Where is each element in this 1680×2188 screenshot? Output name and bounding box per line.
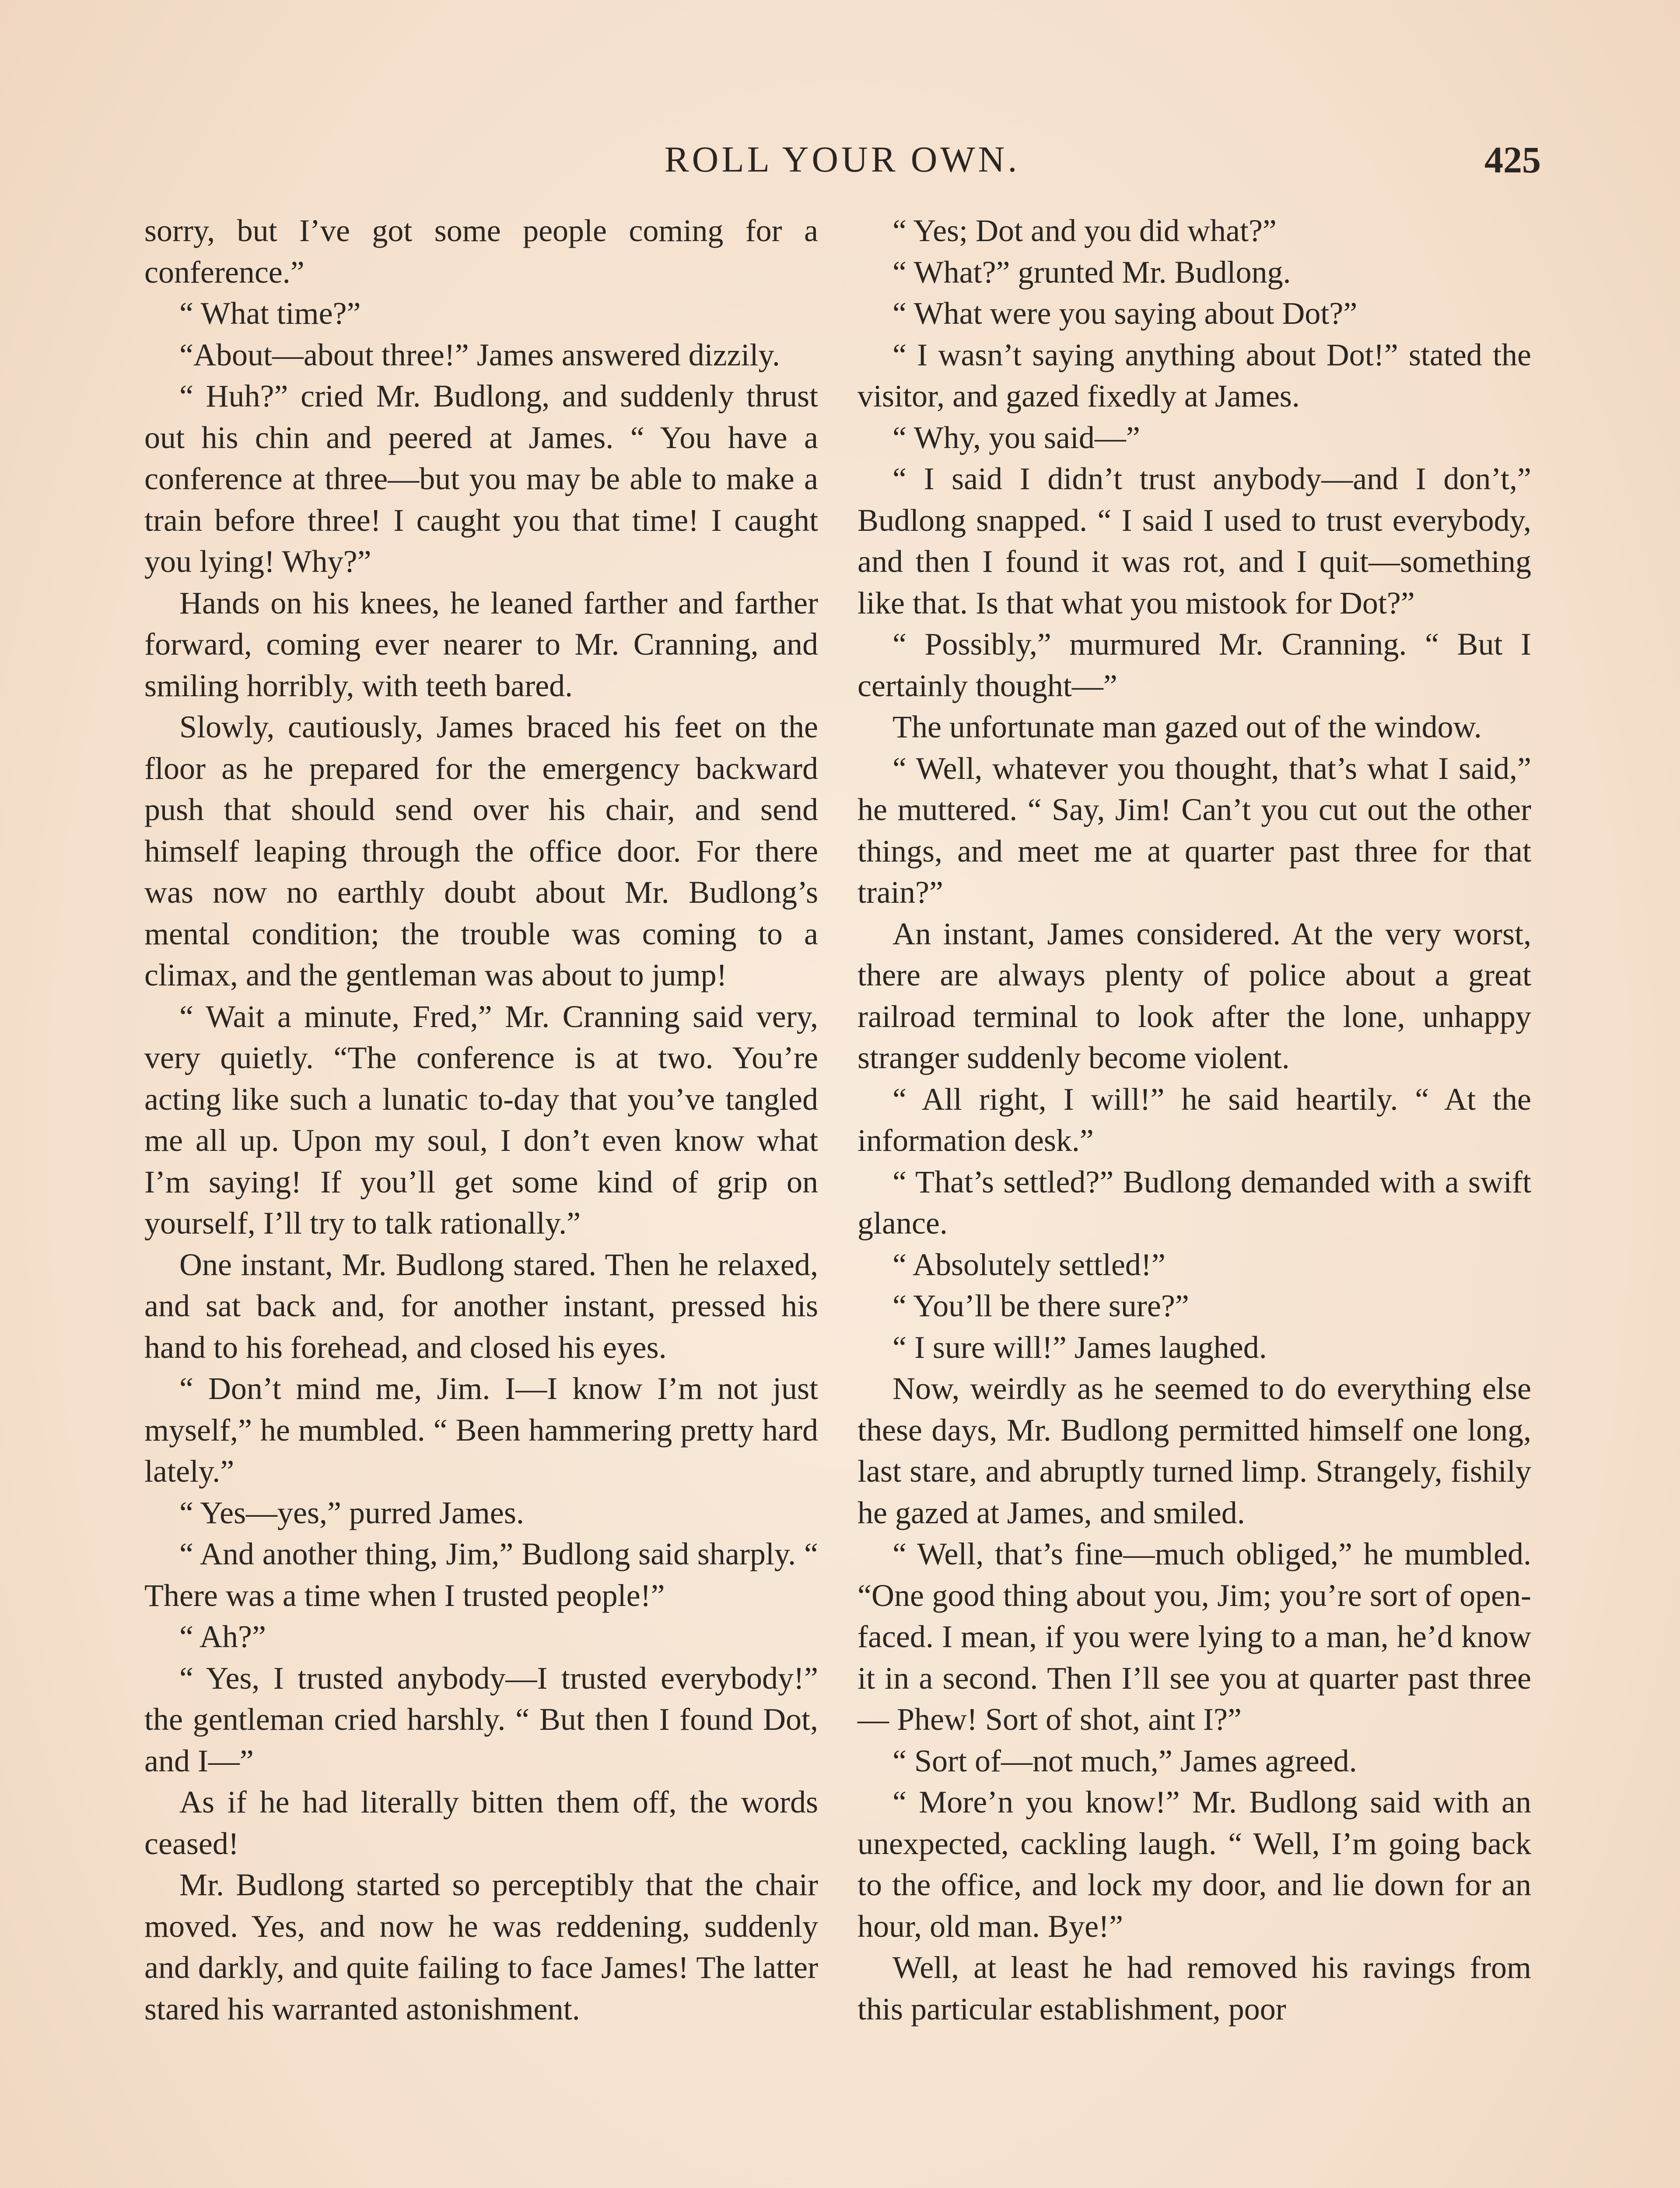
left-column	[144, 210, 818, 2030]
paragraph: “ Don’t mind me, Jim. I—I know I’m not just myself,” he mumbled. “ Been hammering pretty hard lately.”	[144, 1371, 818, 1489]
paragraph: “ What?” grunted Mr. Budlong.	[892, 254, 1291, 290]
paragraph: “ Ah?”	[179, 1619, 266, 1654]
paragraph: “ All right, I will!” he said heartily. “ At the information desk.”	[858, 1081, 1531, 1158]
paragraph: “ Why, you said—”	[892, 420, 1140, 455]
paragraph: One instant, Mr. Budlong stared. Then he relaxed, and sat back and, for another instant, pressed his hand to his forehead, and closed his eyes.	[144, 1247, 818, 1365]
paragraph: An instant, James considered. At the very worst, there are always plenty of police about a great railroad terminal to look after the lone, unhappy stranger suddenly become violent.	[858, 916, 1531, 1075]
paragraph: “About—about three!” James answered dizzily.	[179, 337, 780, 372]
paragraph: Well, at least he had removed his ravings from this particular establishment, poor	[858, 1950, 1531, 2027]
paragraph: “ Yes; Dot and you did what?”	[892, 213, 1277, 248]
page-number: 425	[1484, 139, 1541, 181]
paragraph: The unfortunate man gazed out of the window.	[892, 709, 1482, 744]
paragraph: “ Wait a minute, Fred,” Mr. Cranning said very, very quietly. “The conference is at two. You’re acting like such a lunatic to-day that you’ve tangled me all up. Upon my soul, I don’t even know what I’m saying! If you’ll get some kind of grip on yourself, I’ll try to talk rationally.”	[144, 999, 818, 1241]
paragraph: “ You’ll be there sure?”	[892, 1288, 1189, 1323]
paragraph: As if he had literally bitten them off, the words ceased!	[144, 1785, 818, 1861]
paragraph: “ Yes, I trusted anybody—I trusted everybody!” the gentleman cried harshly. “ But then I found Dot, and I—”	[144, 1660, 818, 1778]
paragraph: “ I said I didn’t trust anybody—and I don’t,” Budlong snapped. “ I said I used to trust everybody, and then I found it was rot, and I quit—something like that. Is that what you mistook for Dot?”	[858, 461, 1531, 621]
paragraph: “ That’s settled?” Budlong demanded with a swift glance.	[858, 1164, 1531, 1241]
paragraph: “ Possibly,” murmured Mr. Cranning. “ But I certainly thought—”	[858, 627, 1531, 703]
paragraph: “ What were you saying about Dot?”	[892, 296, 1358, 331]
paragraph: Now, weirdly as he seemed to do everything else these days, Mr. Budlong permitted himself one long, last stare, and abruptly turned limp. Strangely, fishily he gazed at James, and smiled.	[858, 1371, 1531, 1530]
paragraph: “ I wasn’t saying anything about Dot!” stated the visitor, and gazed fixedly at James.	[858, 337, 1531, 414]
paragraph: “ And another thing, Jim,” Budlong said sharply. “ There was a time when I trusted people!”	[144, 1536, 818, 1613]
paragraph: sorry, but I’ve got some people coming for a conference.”	[144, 213, 818, 290]
paragraph: “ Huh?” cried Mr. Budlong, and suddenly thrust out his chin and peered at James. “ You have a conference at three—but you may be able to make a train before three! I caught you that time! I caught you lying! Why?”	[144, 379, 818, 579]
right-column	[858, 210, 1531, 2030]
paragraph: “ Yes—yes,” purred James.	[179, 1495, 524, 1530]
paragraph: “ I sure will!” James laughed.	[892, 1329, 1267, 1365]
paragraph: “ Sort of—not much,” James agreed.	[892, 1743, 1357, 1778]
running-head	[0, 131, 1680, 188]
paragraph: “ Absolutely settled!”	[892, 1247, 1166, 1282]
paragraph: Hands on his knees, he leaned farther and farther forward, coming ever nearer to Mr. Cranning, and smiling horribly, with teeth bared.	[144, 585, 818, 703]
paragraph: Mr. Budlong started so perceptibly that the chair moved. Yes, and now he was reddening, suddenly and darkly, and quite failing to face James! The latter stared his warranted astonishment.	[144, 1867, 818, 2027]
paragraph: Slowly, cautiously, James braced his feet on the floor as he prepared for the emergency backward push that should send over his chair, and send himself leaping through the office door. For there was now no earthly doubt about Mr. Budlong’s mental condition; the trouble was coming to a climax, and the gentleman was about to jump!	[144, 709, 818, 992]
paragraph: “ What time?”	[179, 296, 361, 331]
paragraph: “ Well, that’s fine—much obliged,” he mumbled. “One good thing about you, Jim; you’re sort of open-faced. I mean, if you were lying to a man, he’d know it in a second. Then I’ll see you at quarter past three— Phew! Sort of shot, aint I?”	[858, 1536, 1531, 1737]
paragraph: “ More’n you know!” Mr. Budlong said with an unexpected, cackling laugh. “ Well, I’m going back to the office, and lock my door, and lie down for an hour, old man. Bye!”	[858, 1785, 1531, 1944]
paragraph: “ Well, whatever you thought, that’s what I said,” he muttered. “ Say, Jim! Can’t you cut out the other things, and meet me at quarter past three for that train?”	[858, 750, 1531, 910]
running-title: ROLL YOUR OWN.	[664, 139, 1020, 180]
